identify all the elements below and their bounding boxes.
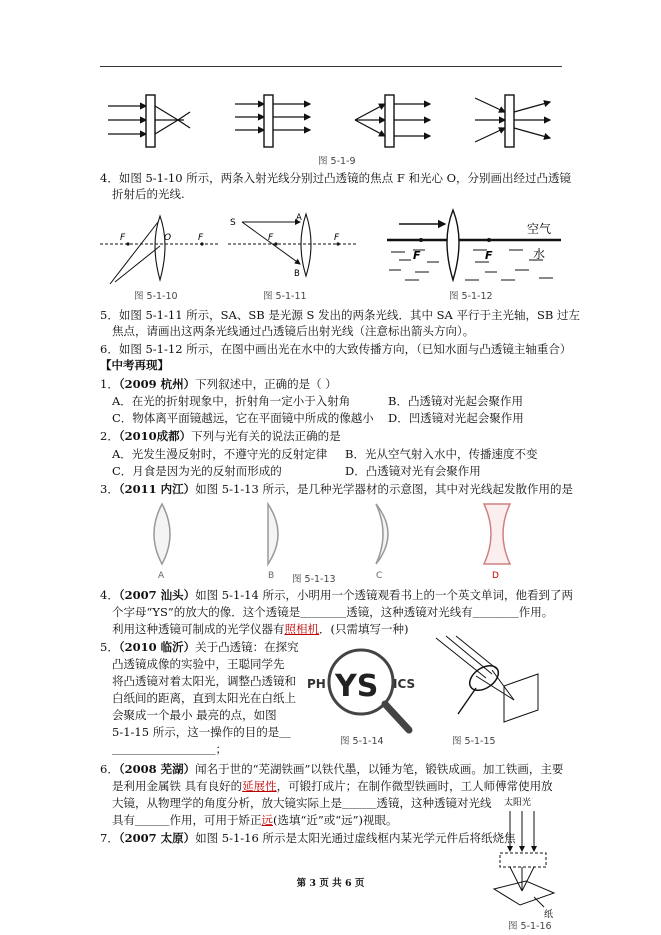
option-1a: A．在光的折射现象中，折射角一定小于入射角 <box>112 394 351 408</box>
figure-caption-5-1-10: 图 5-1-10 <box>134 291 178 302</box>
answer-camera: 照相机 <box>284 622 319 636</box>
exam-question-5-line-2: 凸透镜成像的实验中，王聪同学先 <box>112 657 285 671</box>
exam-question-5-line-7: ＿＿＿＿＿＿＿＿＿； <box>112 742 227 756</box>
header-rule <box>100 66 562 67</box>
exam-question-1: 1．（2009 杭州）下列叙述中，正确的是（ ） <box>100 377 337 391</box>
exam-question-6-line-2: 是利用金属铁 具有良好的延展性，可锻打成片；在制作微型铁画时，工人师傅常使用放 <box>112 779 553 793</box>
exam-question-4-line-3: 利用这种透镜可制成的光学仪器有照相机．(只需填写一种) <box>112 622 409 636</box>
focal-point-label: F <box>485 249 493 262</box>
source-s-label: S <box>230 218 236 228</box>
focal-point-label: F <box>268 233 274 243</box>
exam-question-6-line-4: 具有＿＿＿作用，可用于矫正远(选填“近”或“远”)视眼。 <box>112 813 398 827</box>
figure-5-1-10 <box>100 210 220 292</box>
exam-question-5-line-1: 5．（2010 临沂）关于凸透镜：在探究 <box>100 640 299 654</box>
focal-point-label: F <box>334 233 340 243</box>
option-1b: B．凸透镜对光起会聚作用 <box>388 394 523 408</box>
question-5-line-2: 焦点，请画出这两条光线通过凸透镜后出射光线（注意标出箭头方向）。 <box>112 324 475 338</box>
word-right: ICS <box>393 677 416 691</box>
option-1d: D．凹透镜对光起会聚作用 <box>388 411 524 425</box>
water-label: 水 <box>533 247 546 261</box>
figure-5-1-16 <box>490 793 560 919</box>
lens-label: A <box>158 571 165 581</box>
exam-question-5-line-4: 白纸间的距离，直到太阳光在白纸上 <box>112 691 296 705</box>
section-heading: 【中考再现】 <box>100 358 169 372</box>
question-4-line-1: 4．如图 5-1-10 所示，两条入射光线分别过凸透镜的焦点 F 和光心 O，分别画出经过凸透镜 <box>100 171 572 185</box>
exam-question-7: 7．（2007 太原）如图 5-1-16 所示是太阳光通过虚线框内某光学元件后将纸烧焦 <box>100 831 516 845</box>
optical-center-label: O <box>164 233 172 243</box>
point-b-label: B <box>294 269 300 279</box>
sunlight-label: 太阳光 <box>504 798 532 808</box>
figure-5-1-11 <box>228 210 358 280</box>
answer-ductility: 延展性 <box>242 779 277 793</box>
figure-caption-5-1-13: 图 5-1-13 <box>292 574 336 585</box>
figure-5-1-14 <box>305 642 423 734</box>
focal-point-label: F <box>198 233 204 243</box>
page-footer: 第 3 页 共 6 页 <box>296 878 365 889</box>
exam-question-5-line-6: 5-1-15 所示，这一操作的目的是＿ <box>112 725 291 739</box>
magnified-letters: YS <box>335 669 379 704</box>
lens-label: B <box>268 571 275 581</box>
focal-point-label: F <box>413 249 421 262</box>
figure-5-1-9 <box>100 90 565 158</box>
exam-question-4-line-2: 个字母“YS”的放大的像．这个透镜是＿＿＿＿透镜，这种透镜对光线有＿＿＿＿作用。 <box>112 605 554 619</box>
answer-far: 远 <box>261 813 273 827</box>
question-5-line-1: 5．如图 5-1-11 所示，SA、SB 是光源 S 发出的两条光线．其中 SA 平行于主光轴，SB 过左 <box>100 308 580 322</box>
figure-5-1-15 <box>428 634 548 732</box>
question-4-line-2: 折射后的光线. <box>112 187 185 201</box>
exam-question-6-line-1: 6．（2008 芜湖）闻名于世的“芜湖铁画”以铁代墨，以锤为笔，锻铁成画。加工铁画，主要 <box>100 762 564 776</box>
air-label: 空气 <box>527 222 552 236</box>
word-left: PH <box>307 677 326 691</box>
figure-5-1-13 <box>140 500 530 582</box>
exam-question-5-line-5: 会聚成一个最小 最亮的点，如图 <box>112 708 277 722</box>
exam-question-5-line-3: 将凸透镜对着太阳光，调整凸透镜和 <box>112 674 296 688</box>
exam-question-2: 2．（2010成都）下列与光有关的说法正确的是 <box>100 429 341 443</box>
figure-caption-5-1-11: 图 5-1-11 <box>263 291 307 302</box>
exam-question-6-line-3: 大镜，从物理学的角度分析，放大镜实际上是＿＿＿透镜，这种透镜对光线 <box>112 796 492 810</box>
exam-question-3: 3．（2011 内江）如图 5-1-13 所示，是几种光学器材的示意图，其中对光线起发散作用的是 <box>100 482 573 496</box>
figure-caption-5-1-15: 图 5-1-15 <box>452 736 496 747</box>
focal-point-label: F <box>120 233 126 243</box>
point-a-label: A <box>296 213 302 223</box>
figure-caption-5-1-14: 图 5-1-14 <box>340 736 384 747</box>
lens-label: D <box>492 571 499 581</box>
lens-label: C <box>376 571 383 581</box>
figure-5-1-12 <box>385 206 563 286</box>
figure-caption-5-1-9: 图 5-1-9 <box>318 156 356 167</box>
option-1c: C．物体离平面镜越远，它在平面镜中所成的像越小 <box>112 411 374 425</box>
option-2a: A．光发生漫反射时，不遵守光的反射定律 <box>112 447 328 461</box>
question-6-line-1: 6．如图 5-1-12 所示，在图中画出光在水中的大致传播方向，（已知水面与凸透镜主轴重合） <box>100 342 572 356</box>
paper-label: 纸 <box>544 910 554 919</box>
option-2d: D．凸透镜对光有会聚作用 <box>345 464 481 478</box>
exam-question-4-line-1: 4．（2007 汕头）如图 5-1-14 所示，小明用一个透镜观看书上的一个英文单词，他看到了两 <box>100 588 573 602</box>
option-2c: C．月食是因为光的反射而形成的 <box>112 464 282 478</box>
figure-caption-5-1-12: 图 5-1-12 <box>449 291 493 302</box>
option-2b: B．光从空气射入水中，传播速度不变 <box>345 447 538 461</box>
figure-caption-5-1-16: 图 5-1-16 <box>508 921 552 932</box>
